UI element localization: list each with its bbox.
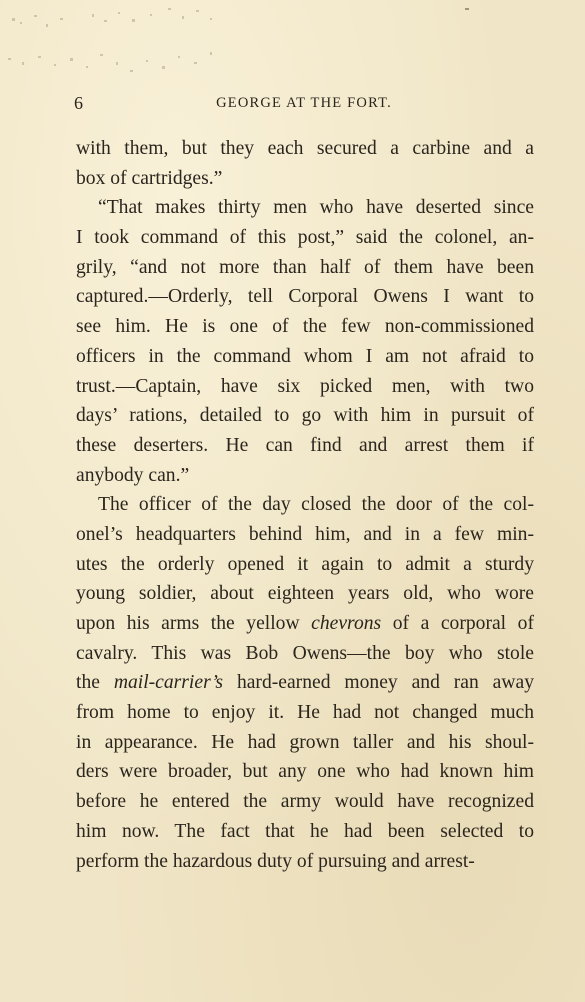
bleed-through-texture	[0, 0, 260, 90]
text-segment: grily, “and not more than half of them have been	[76, 256, 534, 278]
text-segment: him now. The fact that he had been selected to	[76, 820, 534, 842]
text-line	[76, 372, 534, 402]
text-segment: from home to enjoy it. He had not changed much	[76, 702, 534, 724]
text-segment: with them, but they each secured a carbine and a	[76, 138, 534, 159]
text-line	[76, 757, 534, 787]
text-line	[76, 431, 534, 461]
italic-text: chevrons	[311, 613, 382, 634]
body-text	[76, 134, 534, 876]
text-segment: trust.—Captain, have six picked men, with two	[76, 375, 534, 397]
text-segment: in appearance. He had grown taller and his shoul-	[76, 731, 534, 753]
running-title: GEORGE AT THE FORT.	[216, 95, 392, 111]
text-line	[76, 312, 534, 342]
text-line	[76, 609, 534, 639]
text-line	[76, 639, 534, 669]
text-segment: onel’s headquarters behind him, and in a few min-	[76, 523, 534, 545]
text-line	[76, 728, 534, 758]
text-segment: anybody can.”	[76, 464, 190, 486]
page-number: 6	[74, 93, 83, 113]
text-line	[76, 520, 534, 550]
text-segment: box of cartridges.”	[76, 167, 223, 189]
text-segment: the	[76, 672, 114, 694]
text-segment: these deserters. He can find and arrest them if	[76, 434, 534, 456]
text-line	[76, 579, 534, 609]
text-segment: upon his arms the yellow	[76, 613, 312, 634]
text-segment: utes the orderly opened it again to admit a sturdy	[76, 553, 534, 575]
text-segment: I took command of this post,” said the colonel, an-	[76, 227, 534, 249]
text-line	[76, 164, 534, 194]
text-segment: captured.—Orderly, tell Corporal Owens I want to	[76, 286, 534, 308]
text-line	[76, 698, 534, 728]
text-segment: cavalry. This was Bob Owens—the boy who stole	[76, 642, 534, 664]
text-segment: young soldier, about eighteen years old, who wore	[76, 583, 534, 605]
text-line	[76, 223, 534, 253]
text-line	[76, 253, 534, 283]
text-line	[76, 401, 534, 431]
text-line	[76, 668, 534, 698]
text-segment: see him. He is one of the few non-commissioned	[76, 316, 534, 338]
text-line	[76, 282, 534, 312]
text-line	[76, 342, 534, 372]
text-line	[76, 461, 534, 491]
ink-mark	[465, 8, 469, 10]
text-segment: “That makes thirty men who have deserted since	[98, 197, 534, 219]
text-segment: officers in the command whom I am not afraid to	[76, 345, 534, 367]
text-segment: hard-earned money and ran away	[223, 672, 534, 694]
page-header	[74, 95, 534, 115]
text-line	[76, 490, 534, 520]
text-segment: before he entered the army would have recognized	[76, 791, 534, 813]
text-line	[76, 787, 534, 817]
text-line	[76, 847, 534, 877]
text-line	[76, 134, 534, 164]
text-line	[76, 817, 534, 847]
text-segment: ders were broader, but any one who had known him	[76, 761, 534, 783]
text-line	[76, 550, 534, 580]
text-line	[76, 193, 534, 223]
text-segment: The officer of the day closed the door of the col-	[98, 494, 534, 516]
text-segment: of a corporal of	[381, 613, 534, 634]
italic-text: mail-carrier’s	[113, 672, 224, 694]
text-segment: perform the hazardous duty of pursuing and arrest-	[76, 850, 475, 872]
text-segment: days’ rations, detailed to go with him in pursuit of	[76, 405, 534, 427]
